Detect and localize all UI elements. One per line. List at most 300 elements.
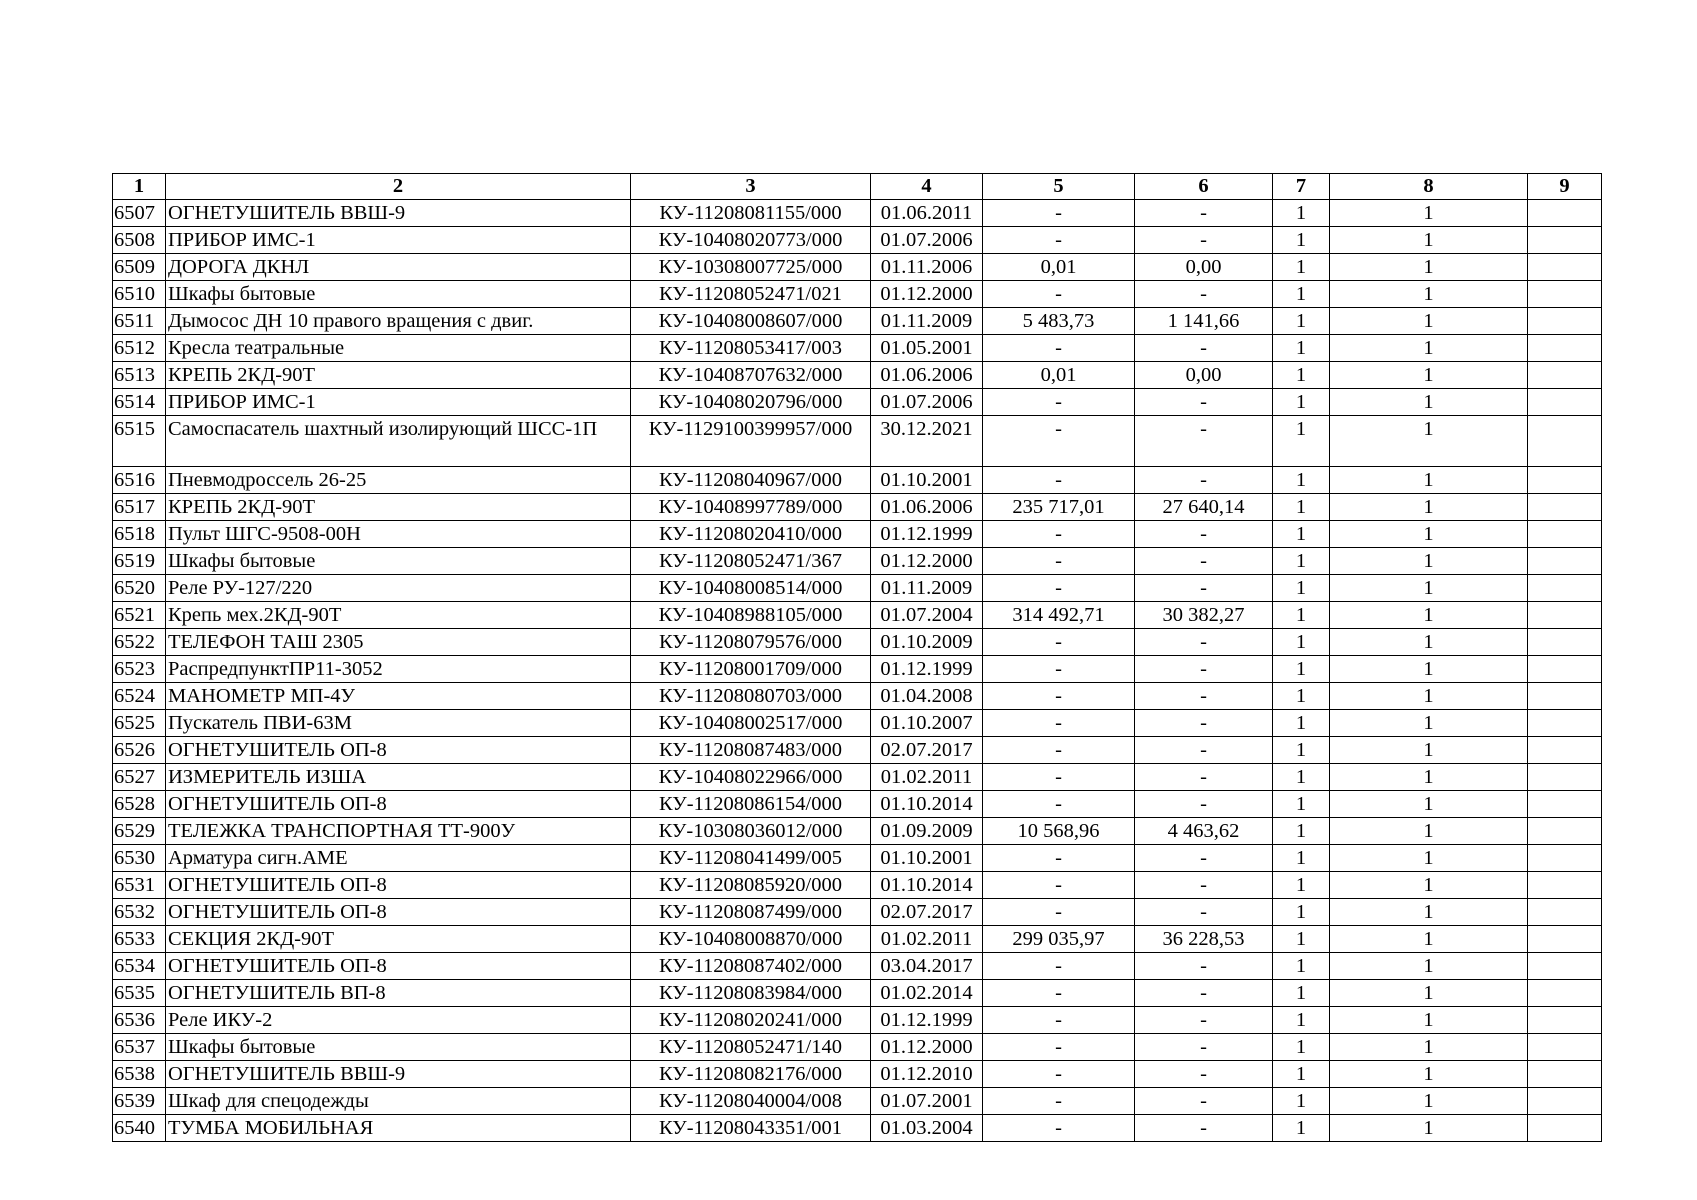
cell-inventory-code: КУ-11208020241/000 [631,1007,871,1034]
cell-residual-value: - [1135,737,1273,764]
cell-date: 01.07.2006 [871,227,983,254]
cell-row-number: 6523 [113,656,166,683]
cell-note [1528,899,1602,926]
cell-row-number: 6511 [113,308,166,335]
cell-date: 01.12.2000 [871,1034,983,1061]
cell-quantity-b: 1 [1330,926,1528,953]
cell-row-number: 6519 [113,548,166,575]
cell-quantity-b: 1 [1330,335,1528,362]
header-cell-col9: 9 [1528,174,1602,200]
cell-inventory-code: КУ-11208087499/000 [631,899,871,926]
cell-inventory-code: КУ-10408020796/000 [631,389,871,416]
cell-quantity-b: 1 [1330,1088,1528,1115]
cell-note [1528,683,1602,710]
cell-row-number: 6513 [113,362,166,389]
cell-date: 01.12.1999 [871,521,983,548]
cell-quantity-b: 1 [1330,791,1528,818]
cell-note [1528,872,1602,899]
cell-cost: - [983,467,1135,494]
cell-residual-value: 0,00 [1135,362,1273,389]
cell-inventory-code: КУ-11208001709/000 [631,656,871,683]
cell-note [1528,791,1602,818]
cell-cost: 5 483,73 [983,308,1135,335]
cell-row-number: 6527 [113,764,166,791]
cell-date: 01.04.2008 [871,683,983,710]
table-row [113,926,1602,953]
cell-row-number: 6518 [113,521,166,548]
cell-cost: - [983,899,1135,926]
cell-cost: - [983,200,1135,227]
cell-note [1528,656,1602,683]
table-row [113,335,1602,362]
cell-residual-value: - [1135,416,1273,467]
cell-row-number: 6540 [113,1115,166,1142]
cell-residual-value: - [1135,1007,1273,1034]
cell-item-name: КРЕПЬ 2КД-90Т [166,494,631,521]
cell-quantity-b: 1 [1330,362,1528,389]
cell-quantity-a: 1 [1273,953,1330,980]
cell-inventory-code: КУ-11208086154/000 [631,791,871,818]
table-row [113,899,1602,926]
cell-quantity-a: 1 [1273,281,1330,308]
cell-date: 03.04.2017 [871,953,983,980]
cell-quantity-b: 1 [1330,602,1528,629]
table-row [113,254,1602,281]
cell-row-number: 6517 [113,494,166,521]
table-row [113,683,1602,710]
cell-note [1528,362,1602,389]
cell-date: 01.12.2000 [871,281,983,308]
cell-note [1528,389,1602,416]
table-row [113,200,1602,227]
cell-quantity-a: 1 [1273,362,1330,389]
cell-item-name: МАНОМЕТР МП-4У [166,683,631,710]
cell-item-name: ТЕЛЕФОН ТАШ 2305 [166,629,631,656]
cell-date: 02.07.2017 [871,737,983,764]
cell-cost: - [983,683,1135,710]
table-row [113,308,1602,335]
cell-residual-value: - [1135,335,1273,362]
cell-residual-value: 1 141,66 [1135,308,1273,335]
cell-item-name: ОГНЕТУШИТЕЛЬ ВВШ-9 [166,200,631,227]
cell-quantity-a: 1 [1273,872,1330,899]
cell-quantity-a: 1 [1273,1007,1330,1034]
cell-quantity-a: 1 [1273,737,1330,764]
cell-date: 01.07.2006 [871,389,983,416]
cell-item-name: Шкафы бытовые [166,281,631,308]
table-row [113,1034,1602,1061]
cell-item-name: ОГНЕТУШИТЕЛЬ ВВШ-9 [166,1061,631,1088]
cell-quantity-b: 1 [1330,254,1528,281]
cell-quantity-a: 1 [1273,602,1330,629]
cell-residual-value: - [1135,389,1273,416]
cell-row-number: 6507 [113,200,166,227]
cell-item-name: Шкафы бытовые [166,1034,631,1061]
header-cell-col7: 7 [1273,174,1330,200]
cell-cost: - [983,416,1135,467]
cell-cost: - [983,281,1135,308]
table-row [113,737,1602,764]
cell-date: 01.06.2006 [871,362,983,389]
cell-quantity-b: 1 [1330,710,1528,737]
cell-date: 01.10.2001 [871,467,983,494]
cell-quantity-a: 1 [1273,389,1330,416]
cell-quantity-a: 1 [1273,980,1330,1007]
cell-date: 01.10.2009 [871,629,983,656]
cell-quantity-a: 1 [1273,1115,1330,1142]
cell-date: 01.11.2009 [871,575,983,602]
cell-note [1528,845,1602,872]
table-row [113,953,1602,980]
cell-quantity-b: 1 [1330,980,1528,1007]
cell-cost: - [983,389,1135,416]
cell-row-number: 6524 [113,683,166,710]
cell-inventory-code: КУ-11208043351/001 [631,1115,871,1142]
cell-cost: 10 568,96 [983,818,1135,845]
cell-quantity-b: 1 [1330,953,1528,980]
cell-cost: - [983,764,1135,791]
cell-cost: - [983,710,1135,737]
table-row [113,521,1602,548]
cell-inventory-code: КУ-10408008607/000 [631,308,871,335]
cell-quantity-b: 1 [1330,200,1528,227]
cell-note [1528,227,1602,254]
cell-quantity-a: 1 [1273,1061,1330,1088]
cell-note [1528,980,1602,1007]
cell-quantity-b: 1 [1330,281,1528,308]
cell-residual-value: 30 382,27 [1135,602,1273,629]
cell-inventory-code: КУ-10408988105/000 [631,602,871,629]
cell-item-name: ДОРОГА ДКНЛ [166,254,631,281]
cell-item-name: Дымосос ДН 10 правого вращения с двиг. [166,308,631,335]
cell-note [1528,1088,1602,1115]
cell-note [1528,200,1602,227]
cell-cost: - [983,737,1135,764]
cell-row-number: 6521 [113,602,166,629]
cell-inventory-code: КУ-10308036012/000 [631,818,871,845]
cell-cost: - [983,227,1135,254]
header-cell-col5: 5 [983,174,1135,200]
cell-date: 01.06.2011 [871,200,983,227]
cell-quantity-b: 1 [1330,575,1528,602]
cell-cost: - [983,1088,1135,1115]
table-row [113,1061,1602,1088]
cell-residual-value: - [1135,521,1273,548]
cell-cost: - [983,1007,1135,1034]
cell-row-number: 6520 [113,575,166,602]
cell-quantity-a: 1 [1273,899,1330,926]
cell-inventory-code: КУ-11208041499/005 [631,845,871,872]
cell-inventory-code: КУ-10308007725/000 [631,254,871,281]
cell-quantity-b: 1 [1330,1007,1528,1034]
table-row [113,980,1602,1007]
cell-date: 02.07.2017 [871,899,983,926]
cell-quantity-a: 1 [1273,227,1330,254]
cell-residual-value: - [1135,980,1273,1007]
cell-quantity-a: 1 [1273,467,1330,494]
cell-date: 01.10.2014 [871,791,983,818]
cell-note [1528,254,1602,281]
cell-date: 01.03.2004 [871,1115,983,1142]
cell-inventory-code: КУ-10408022966/000 [631,764,871,791]
cell-row-number: 6534 [113,953,166,980]
cell-cost: - [983,980,1135,1007]
cell-residual-value: - [1135,200,1273,227]
cell-date: 01.02.2011 [871,926,983,953]
cell-quantity-a: 1 [1273,926,1330,953]
cell-residual-value: - [1135,1061,1273,1088]
cell-quantity-b: 1 [1330,521,1528,548]
cell-row-number: 6512 [113,335,166,362]
cell-date: 01.07.2001 [871,1088,983,1115]
cell-note [1528,926,1602,953]
cell-cost: 299 035,97 [983,926,1135,953]
cell-item-name: ОГНЕТУШИТЕЛЬ ВП-8 [166,980,631,1007]
cell-note [1528,521,1602,548]
cell-cost: - [983,845,1135,872]
cell-residual-value: - [1135,629,1273,656]
cell-residual-value: 36 228,53 [1135,926,1273,953]
cell-quantity-b: 1 [1330,683,1528,710]
cell-residual-value: 4 463,62 [1135,818,1273,845]
cell-inventory-code: КУ-11208083984/000 [631,980,871,1007]
cell-item-name: Пульт ШГС-9508-00Н [166,521,631,548]
cell-quantity-a: 1 [1273,308,1330,335]
table-row [113,764,1602,791]
cell-residual-value: - [1135,791,1273,818]
cell-residual-value: - [1135,1034,1273,1061]
cell-note [1528,953,1602,980]
cell-quantity-b: 1 [1330,818,1528,845]
cell-row-number: 6532 [113,899,166,926]
cell-quantity-a: 1 [1273,335,1330,362]
cell-quantity-b: 1 [1330,656,1528,683]
cell-row-number: 6538 [113,1061,166,1088]
cell-residual-value: 27 640,14 [1135,494,1273,521]
cell-note [1528,416,1602,467]
cell-note [1528,281,1602,308]
cell-cost: - [983,656,1135,683]
cell-quantity-a: 1 [1273,656,1330,683]
cell-row-number: 6536 [113,1007,166,1034]
cell-item-name: Самоспасатель шахтный изолирующий ШСС-1П [166,416,631,467]
cell-cost: - [983,575,1135,602]
table-row [113,494,1602,521]
cell-row-number: 6525 [113,710,166,737]
cell-date: 30.12.2021 [871,416,983,467]
table-row [113,575,1602,602]
cell-inventory-code: КУ-11208052471/140 [631,1034,871,1061]
table-row [113,1115,1602,1142]
table-row [113,227,1602,254]
cell-note [1528,335,1602,362]
cell-date: 01.10.2014 [871,872,983,899]
cell-date: 01.05.2001 [871,335,983,362]
cell-cost: - [983,629,1135,656]
cell-item-name: ПРИБОР ИМС-1 [166,227,631,254]
table-row [113,548,1602,575]
cell-inventory-code: КУ-10408008514/000 [631,575,871,602]
inventory-table [112,173,1602,1142]
cell-residual-value: - [1135,281,1273,308]
cell-cost: 0,01 [983,362,1135,389]
cell-inventory-code: КУ-11208085920/000 [631,872,871,899]
cell-quantity-a: 1 [1273,200,1330,227]
cell-item-name: ОГНЕТУШИТЕЛЬ ОП-8 [166,737,631,764]
cell-quantity-b: 1 [1330,1115,1528,1142]
cell-quantity-a: 1 [1273,1034,1330,1061]
cell-date: 01.10.2001 [871,845,983,872]
table-row [113,791,1602,818]
header-cell-col4: 4 [871,174,983,200]
cell-item-name: Реле ИКУ-2 [166,1007,631,1034]
cell-date: 01.10.2007 [871,710,983,737]
table-row [113,362,1602,389]
cell-row-number: 6528 [113,791,166,818]
cell-date: 01.12.1999 [871,1007,983,1034]
cell-cost: - [983,1115,1135,1142]
cell-quantity-a: 1 [1273,683,1330,710]
table-row [113,845,1602,872]
cell-item-name: Шкаф для спецодежды [166,1088,631,1115]
cell-residual-value: - [1135,227,1273,254]
cell-note [1528,629,1602,656]
cell-item-name: ОГНЕТУШИТЕЛЬ ОП-8 [166,791,631,818]
cell-date: 01.12.1999 [871,656,983,683]
cell-quantity-b: 1 [1330,845,1528,872]
cell-residual-value: - [1135,1088,1273,1115]
header-cell-col8: 8 [1330,174,1528,200]
cell-note [1528,818,1602,845]
cell-quantity-b: 1 [1330,227,1528,254]
cell-note [1528,602,1602,629]
cell-item-name: Шкафы бытовые [166,548,631,575]
cell-quantity-a: 1 [1273,416,1330,467]
cell-residual-value: - [1135,710,1273,737]
cell-row-number: 6522 [113,629,166,656]
cell-item-name: Арматура сигн.АМЕ [166,845,631,872]
cell-inventory-code: КУ-10408997789/000 [631,494,871,521]
cell-residual-value: - [1135,899,1273,926]
cell-item-name: Реле РУ-127/220 [166,575,631,602]
cell-note [1528,1034,1602,1061]
cell-residual-value: - [1135,575,1273,602]
cell-cost: 235 717,01 [983,494,1135,521]
cell-inventory-code: КУ-11208053417/003 [631,335,871,362]
cell-inventory-code: КУ-11208087402/000 [631,953,871,980]
cell-cost: - [983,1034,1135,1061]
cell-quantity-a: 1 [1273,1088,1330,1115]
table-row [113,281,1602,308]
cell-quantity-a: 1 [1273,254,1330,281]
cell-quantity-a: 1 [1273,710,1330,737]
header-cell-col6: 6 [1135,174,1273,200]
table-row [113,389,1602,416]
cell-item-name: ТУМБА МОБИЛЬНАЯ [166,1115,631,1142]
cell-quantity-b: 1 [1330,308,1528,335]
table-row [113,710,1602,737]
cell-note [1528,737,1602,764]
cell-quantity-a: 1 [1273,629,1330,656]
cell-row-number: 6509 [113,254,166,281]
cell-inventory-code: КУ-1129100399957/000 [631,416,871,467]
cell-date: 01.07.2004 [871,602,983,629]
cell-cost: - [983,872,1135,899]
cell-row-number: 6537 [113,1034,166,1061]
header-row [113,174,1602,200]
table-row [113,416,1602,467]
inventory-table-container [112,173,1602,1142]
cell-inventory-code: КУ-11208052471/367 [631,548,871,575]
cell-note [1528,575,1602,602]
cell-quantity-a: 1 [1273,521,1330,548]
cell-note [1528,710,1602,737]
cell-item-name: Кресла театральные [166,335,631,362]
cell-quantity-b: 1 [1330,548,1528,575]
cell-row-number: 6535 [113,980,166,1007]
cell-note [1528,1007,1602,1034]
cell-quantity-a: 1 [1273,764,1330,791]
cell-residual-value: - [1135,872,1273,899]
cell-note [1528,764,1602,791]
cell-quantity-a: 1 [1273,791,1330,818]
cell-row-number: 6514 [113,389,166,416]
cell-date: 01.11.2009 [871,308,983,335]
cell-note [1528,467,1602,494]
cell-note [1528,1115,1602,1142]
cell-date: 01.11.2006 [871,254,983,281]
table-row [113,467,1602,494]
cell-inventory-code: КУ-11208020410/000 [631,521,871,548]
cell-quantity-b: 1 [1330,389,1528,416]
cell-cost: - [983,335,1135,362]
cell-cost: - [983,791,1135,818]
cell-cost: 0,01 [983,254,1135,281]
cell-quantity-b: 1 [1330,872,1528,899]
cell-inventory-code: КУ-10408008870/000 [631,926,871,953]
cell-date: 01.06.2006 [871,494,983,521]
table-row [113,629,1602,656]
cell-item-name: ТЕЛЕЖКА ТРАНСПОРТНАЯ ТТ-900У [166,818,631,845]
cell-item-name: ОГНЕТУШИТЕЛЬ ОП-8 [166,899,631,926]
cell-inventory-code: КУ-11208040967/000 [631,467,871,494]
cell-inventory-code: КУ-11208080703/000 [631,683,871,710]
cell-row-number: 6529 [113,818,166,845]
cell-cost: - [983,548,1135,575]
cell-residual-value: - [1135,953,1273,980]
cell-quantity-b: 1 [1330,1061,1528,1088]
cell-row-number: 6516 [113,467,166,494]
cell-date: 01.12.2000 [871,548,983,575]
cell-item-name: ПРИБОР ИМС-1 [166,389,631,416]
cell-item-name: ИЗМЕРИТЕЛЬ ИЗША [166,764,631,791]
cell-quantity-b: 1 [1330,494,1528,521]
cell-cost: - [983,1061,1135,1088]
cell-inventory-code: КУ-11208082176/000 [631,1061,871,1088]
cell-inventory-code: КУ-10408707632/000 [631,362,871,389]
cell-cost: - [983,953,1135,980]
cell-residual-value: - [1135,548,1273,575]
cell-quantity-b: 1 [1330,416,1528,467]
cell-item-name: Пускатель ПВИ-63М [166,710,631,737]
cell-row-number: 6531 [113,872,166,899]
cell-inventory-code: КУ-11208087483/000 [631,737,871,764]
table-row [113,818,1602,845]
cell-note [1528,494,1602,521]
cell-residual-value: - [1135,1115,1273,1142]
cell-item-name: КРЕПЬ 2КД-90Т [166,362,631,389]
cell-date: 01.02.2011 [871,764,983,791]
